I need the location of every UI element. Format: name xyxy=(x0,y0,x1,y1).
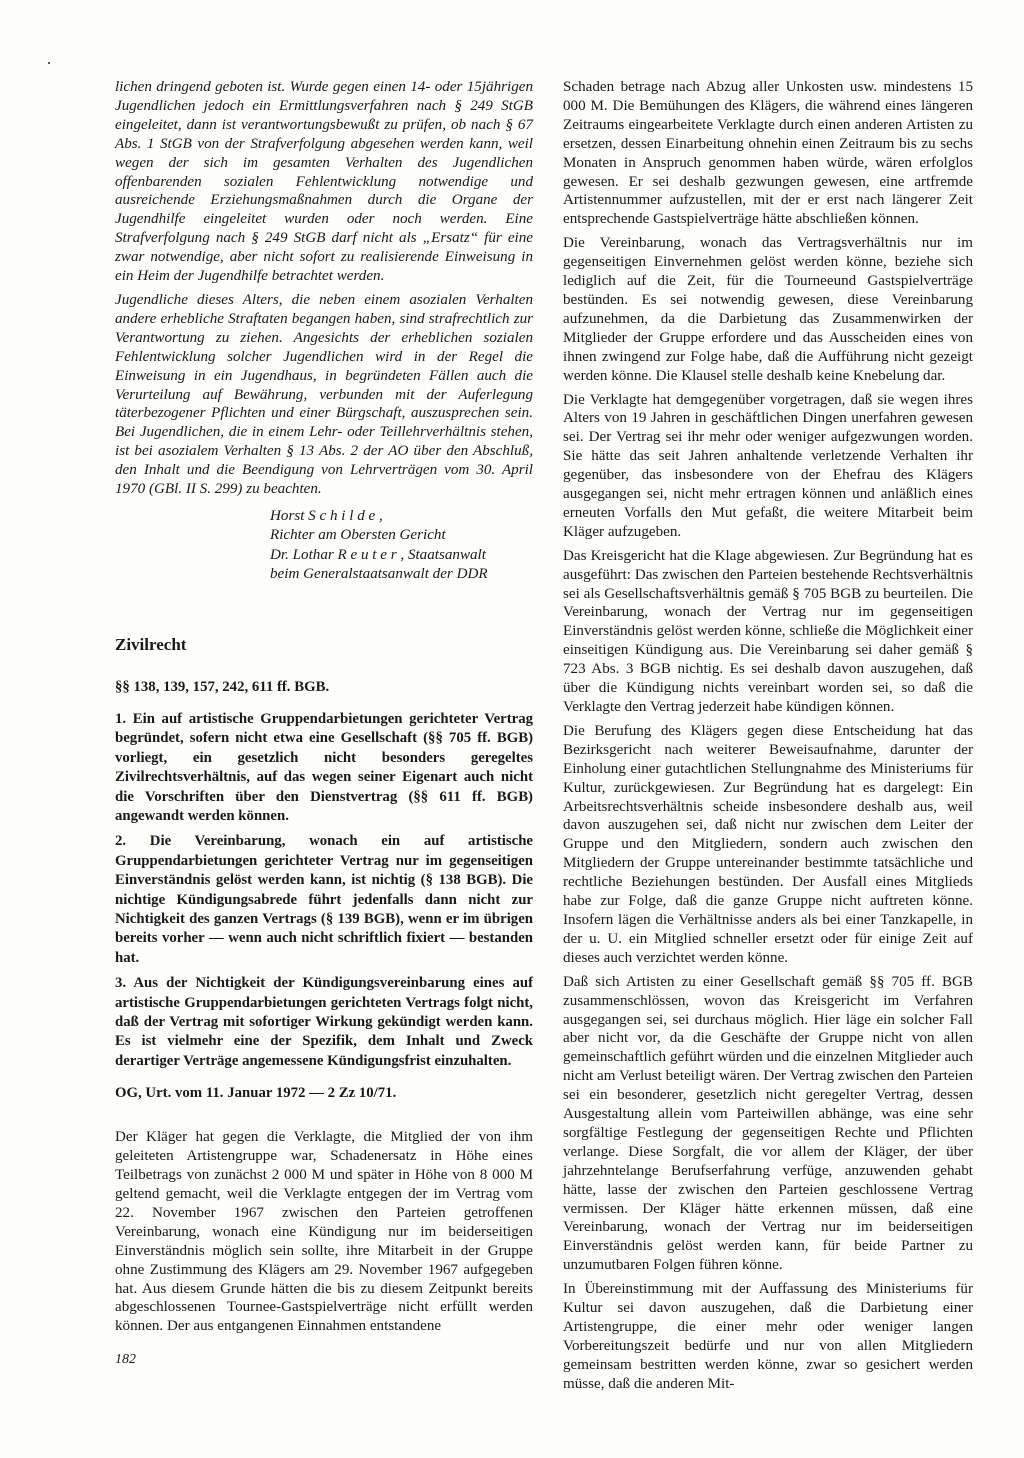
signature-block xyxy=(115,507,533,585)
section-heading: Zivilrecht xyxy=(115,634,187,654)
paragraph: In Übereinstimmung mit der Auffassung des Ministeriums für Kultur sei davon auszugehen, daß die Darbietung einer Artistengruppe, die einer mehr oder weniger langen Vorbereitungszeit bedürfe und nur von allen Mitgliedern gemeinsam bestritten werden könne, zwar so gesichert werden müsse, daß die anderen Mit- xyxy=(563,1281,973,1392)
signature-line: Dr. Lothar R e u t e r , Staatsanwalt xyxy=(270,546,486,563)
paragraph: Daß sich Artisten zu einer Gesellschaft gemäß §§ 705 ff. BGB zusammenschlössen, wovon das Kreisgericht im Verfahren ausgegangen sei, sei durchaus möglich. Hier läge ein solcher Fall aber nicht vor, da die Geschäfte der Gruppe nicht von allen gemeinschaftlich geführt würden und die einzelnen Mitglieder auch nicht am Verlust beteiligt wären. Der Vertrag zwischen den Parteien sei ein besonderer, gesetzlich nicht geregelter Vertrag, dessen Ausgestaltung allein vom Parteiwillen abhänge, was eine sehr sorgfältige Festlegung der gegenseitigen Rechte und Pflichten verlange. Diese Sorgfalt, die vor allem der Kläger, der über jahrzehntelange Berufserfahrung verfüge, anzuwenden gehabt hätte, lasse der zwischen den Parteien geschlossene Vertrag vermissen. Der Kläger hätte erkennen müssen, daß eine Vereinbarung, wonach der Vertrag nur im beiderseitigen Einverständnis gelöst werden kann, für beide Partner zu unzumutbaren Folgen führen könne. xyxy=(563,973,973,1274)
headnotes xyxy=(115,710,533,1071)
paragraph: Der Kläger hat gegen die Verklagte, die Mitglied der von ihm geleiteten Artistengruppe war, Schadenersatz in Höhe eines Teilbetrags von zunächst 2 000 M und später in Höhe von 8 000 M geltend gemacht, weil die Verklagte entgegen der im Vertrag vom 22. November 1967 zwischen den Parteien getroffenen Vereinbarung, wonach eine Kündigung nur im beiderseitigen Einverständnis möglich sein sollte, ihre Mitarbeit in der Gruppe ohne Zustimmung des Klägers am 29. November 1967 aufgegeben hat. Aus diesem Grunde hätten die bis zu diesem Zeitpunkt bereits abgeschlossenen Tournee-Gastspielverträge nicht erfüllt werden können. Der aus entgangenen Einnahmen entstandene xyxy=(115,1129,533,1335)
scan-speck xyxy=(48,62,50,64)
headnote: 1. Ein auf artistische Gruppendarbietungen gerichteter Vertrag begründet, sofern nicht etwa eine Gesellschaft (§§ 705 ff. BGB) vorliegt, ein gesetzlich nicht besonders geregeltes Zivilrechtsverhältnis, auf das wegen seiner Eigenart auch nicht die Vorschriften über den Dienstvertrag (§§ 611 ff. BGB) angewandt werden können. xyxy=(115,710,533,824)
norm-reference: §§ 138, 139, 157, 242, 611 ff. BGB. xyxy=(115,678,330,695)
left-column xyxy=(115,78,533,1341)
headnote: 3. Aus der Nichtigkeit der Kündigungsvereinbarung eines auf artistische Gruppendarbietungen gerichteten Vertrags folgt nicht, daß der Vertrag mit sofortiger Wirkung gekündigt werden kann. Es ist vielmehr eine der Spezifik, dem Inhalt und Zweck derartiger Verträge angemessene Kündigungsfrist einzuhalten. xyxy=(115,975,533,1069)
paragraph: Schaden betrage nach Abzug aller Unkosten usw. mindestens 15 000 M. Die Bemühungen des Klägers, die während eines längeren Zeitraums eingearbeitete Verklagte durch einen anderen Artisten zu ersetzen, dessen Einarbeitung ohnehin einen Zeitraum bis zu sechs Monaten in Anspruch genommen haben würde, wären erfolglos gewesen. Er sei deshalb gezwungen gewesen, eine artfremde Artistennummer aufzustellen, mit der er erst nach längerer Zeit entsprechende Gastspielverträge hätte abschließen können. xyxy=(563,79,973,228)
signature-line: Horst S c h i l d e , xyxy=(270,507,383,524)
paragraph: Das Kreisgericht hat die Klage abgewiesen. Zur Begründung hat es ausgeführt: Das zwischen den Parteien bestehende Rechtsverhältnis sei als Gesellschaftsverhältnis gemäß § 705 BGB zu beurteilen. Die Vereinbarung, wonach der Vertrag nur im gegenseitigen Einverständnis gelöst werden könne, schließe die Möglichkeit einer einseitigen Kündigung aus. Die Vereinbarung sei daher gemäß § 723 Abs. 3 BGB nichtig. Es sei deshalb davon auszugehen, daß über die Kündigung nichts vereinbart worden sei, so daß die Verklagte den Vertrag jederzeit habe kündigen können. xyxy=(563,547,973,715)
paragraph: lichen dringend geboten ist. Wurde gegen einen 14- oder 15jährigen Jugendlichen jedoch ein Ermittlungsverfahren nach § 249 StGB eingeleitet, dann ist verantwortungsbewußt zu prüfen, ob nach § 67 Abs. 1 StGB von der Strafverfolgung abgesehen werden kann, weil wegen der sich im gesamten Verhalten des Jugendlichen offenbarenden sozialen Fehlentwicklung notwendige und ausreichende Erziehungsmaßnahmen durch die Organe der Jugendhilfe eingeleitet wurden oder noch werden. Eine Strafverfolgung nach § 249 StGB darf nicht als „Ersatz“ für eine zwar notwendige, aber nicht sofort zu realisierende Einweisung in ein Heim der Jugendhilfe betrachtet werden. xyxy=(115,79,533,285)
body-text xyxy=(115,1128,533,1336)
page-number: 182 xyxy=(115,1352,136,1367)
paragraph: Die Verklagte hat demgegenüber vorgetragen, daß sie wegen ihres Alters von 19 Jahren in geschäftlichen Dingen unerfahren gewesen sei. Der Vertrag sei ihr mehr oder weniger aufgezwungen worden. Sie hätte das seit Jahren anhaltende verletzende Verhalten ihr gegenüber, das insbesondere von der Ehefrau des Klägers ausgegangen sei, nicht mehr ertragen können und anläßlich eines erneuten Vorfalls den Mut gefaßt, die weitere Mitarbeit beim Kläger aufzugeben. xyxy=(563,391,973,540)
right-column xyxy=(563,78,973,1399)
paragraph: Die Berufung des Klägers gegen diese Entscheidung hat das Bezirksgericht nach weiterer Beweisaufnahme, darunter der Einholung einer gutachtlichen Stellungnahme des Ministeriums für Kultur, zurückgewiesen. Zur Begründung hat es dargelegt: Ein Arbeitsrechtsverhältnis scheide insbesondere deshalb aus, weil davon auszugehen sei, daß nicht nur zwischen dem Leiter der Gruppe und den Mitgliedern, sondern auch zwischen den Mitgliedern der Gruppe untereinander bestimmte tatsächliche und rechtliche Beziehungen bestünden. Der Ausfall eines Mitglieds habe zur Folge, daß die ganze Gruppe nicht auftreten könne. Insofern lägen die Verhältnisse anders als bei einer Tanzkapelle, in der u. U. ein Mitglied schneller ersetzt oder für einige Zeit auf dieses auch verzichtet werden könne. xyxy=(563,722,973,966)
court-citation: OG, Urt. vom 11. Januar 1972 — 2 Zz 10/71. xyxy=(115,1085,397,1102)
paragraph: Die Vereinbarung, wonach das Vertragsverhältnis nur im gegenseitigen Einvernehmen gelöst werden könne, beziehe sich lediglich auf die Zeit, für die Tourneeund Gastspielverträge bestünden. Es sei notwendig gewesen, diese Vereinbarung aufzunehmen, da die Darbietung das Zusammenwirken der Mitglieder der Gruppe erfordere und das Ausscheiden eines von ihnen zwingend zur Folge habe, daß die Aufführung nicht gezeigt werden könne. Die Klausel stelle deshalb keine Knebelung dar. xyxy=(563,235,973,384)
signature-line: beim Generalstaatsanwalt der DDR xyxy=(270,566,488,583)
signature-line: Richter am Obersten Gericht xyxy=(270,527,446,544)
paragraph: Jugendliche dieses Alters, die neben einem asozialen Verhalten andere erhebliche Straftaten begangen haben, sind strafrechtlich zur Verantwortung zu ziehen. Angesichts der erheblichen sozialen Fehlentwicklung solcher Jugendlichen wird in der Regel die Einweisung in ein Jugendhaus, in begründeten Fällen auch die Verurteilung auf Bewährung, verbunden mit der Auferlegung täterbezogener Pflichten und einer Bürgschaft, auszusprechen sein. Bei Jugendlichen, die in einem Lehr- oder Teillehrverhältnis stehen, ist bei asozialem Verhalten § 13 Abs. 2 der AO über den Abschluß, den Inhalt und die Beendigung von Lehrverträgen vom 30. April 1970 (GBl. II S. 299) zu beachten. xyxy=(115,291,533,498)
headnote: 2. Die Vereinbarung, wonach ein auf artistische Gruppendarbietungen gerichteter Vertrag nur im gegenseitigen Einverständnis gelöst werden kann, ist nichtig (§ 138 BGB). Die nichtige Kündigungsabrede führt jedenfalls dann nicht zur Nichtigkeit des ganzen Vertrags (§ 139 BGB), wenn er im übrigen bereits vorher — wenn auch nicht schriftlich fixiert — bestanden hat. xyxy=(115,833,533,966)
